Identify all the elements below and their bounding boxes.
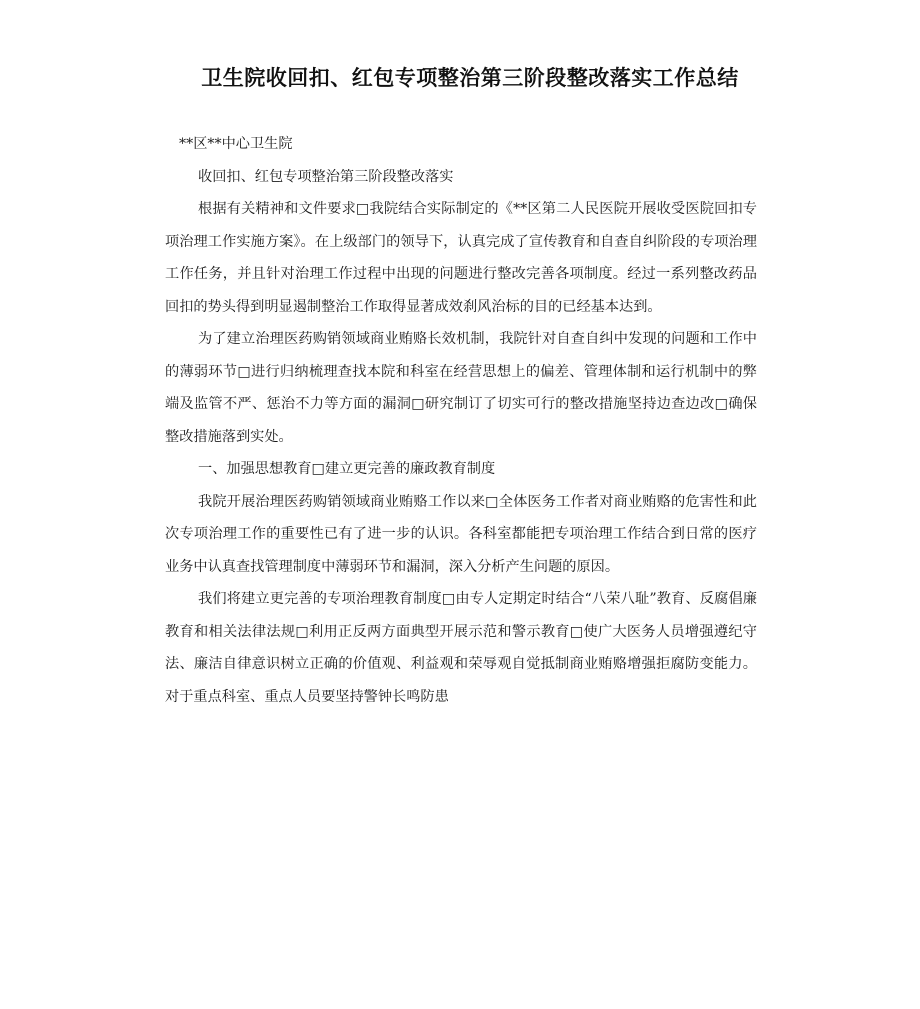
section-heading: 一、加强思想教育□建立更完善的廉政教育制度 bbox=[198, 461, 496, 477]
document-body bbox=[165, 128, 757, 713]
body-paragraph: 我们将建立更完善的专项治理教育制度□由专人定期定时结合“八荣八耻”教育、反腐倡廉教育和相关法律法规□利用正反两方面典型开展示范和警示教育□使广大医务人员增强遵纪守法、廉洁自律意识树立正确的价值观、利益观和荣辱观自觉抵制商业贿赂增强拒腐防变能力。对于重点科室、重点人员要坚持警钟长鸣防患 bbox=[165, 591, 757, 705]
document-title: 卫生院收回扣、红包专项整治第三阶段整改落实工作总结 bbox=[201, 66, 739, 90]
body-paragraph: 我院开展治理医药购销领域商业贿赂工作以来□全体医务工作者对商业贿赂的危害性和此次专项治理工作的重要性已有了进一步的认识。各科室都能把专项治理工作结合到日常的医疗业务中认真查找管理制度中薄弱环节和漏洞，深入分析产生问题的原因。 bbox=[165, 493, 757, 575]
subtitle-paragraph: 收回扣、红包专项整治第三阶段整改落实 bbox=[198, 168, 454, 185]
body-paragraph: 根据有关精神和文件要求□我院结合实际制定的《**区第二人民医院开展收受医院回扣专项治理工作实施方案》。在上级部门的领导下，认真完成了宣传教育和自查自纠阶段的专项治理工作任务，并且针对治理工作过程中出现的问题进行整改完善各项制度。经过一系列整改药品回扣的势头得到明显遏制整治工作取得显著成效刹风治标的目的已经基本达到。 bbox=[165, 201, 757, 315]
body-paragraph: 为了建立治理医药购销领域商业贿赂长效机制，我院针对自查自纠中发现的问题和工作中的薄弱环节□进行归纳梳理查找本院和科室在经营思想上的偏差、管理体制和运行机制中的弊端及监管不严、惩治不力等方面的漏洞□研究制订了切实可行的整改措施坚持边查边改□确保整改措施落到实处。 bbox=[165, 331, 757, 445]
organization-name: **区**中心卫生院 bbox=[179, 136, 293, 152]
